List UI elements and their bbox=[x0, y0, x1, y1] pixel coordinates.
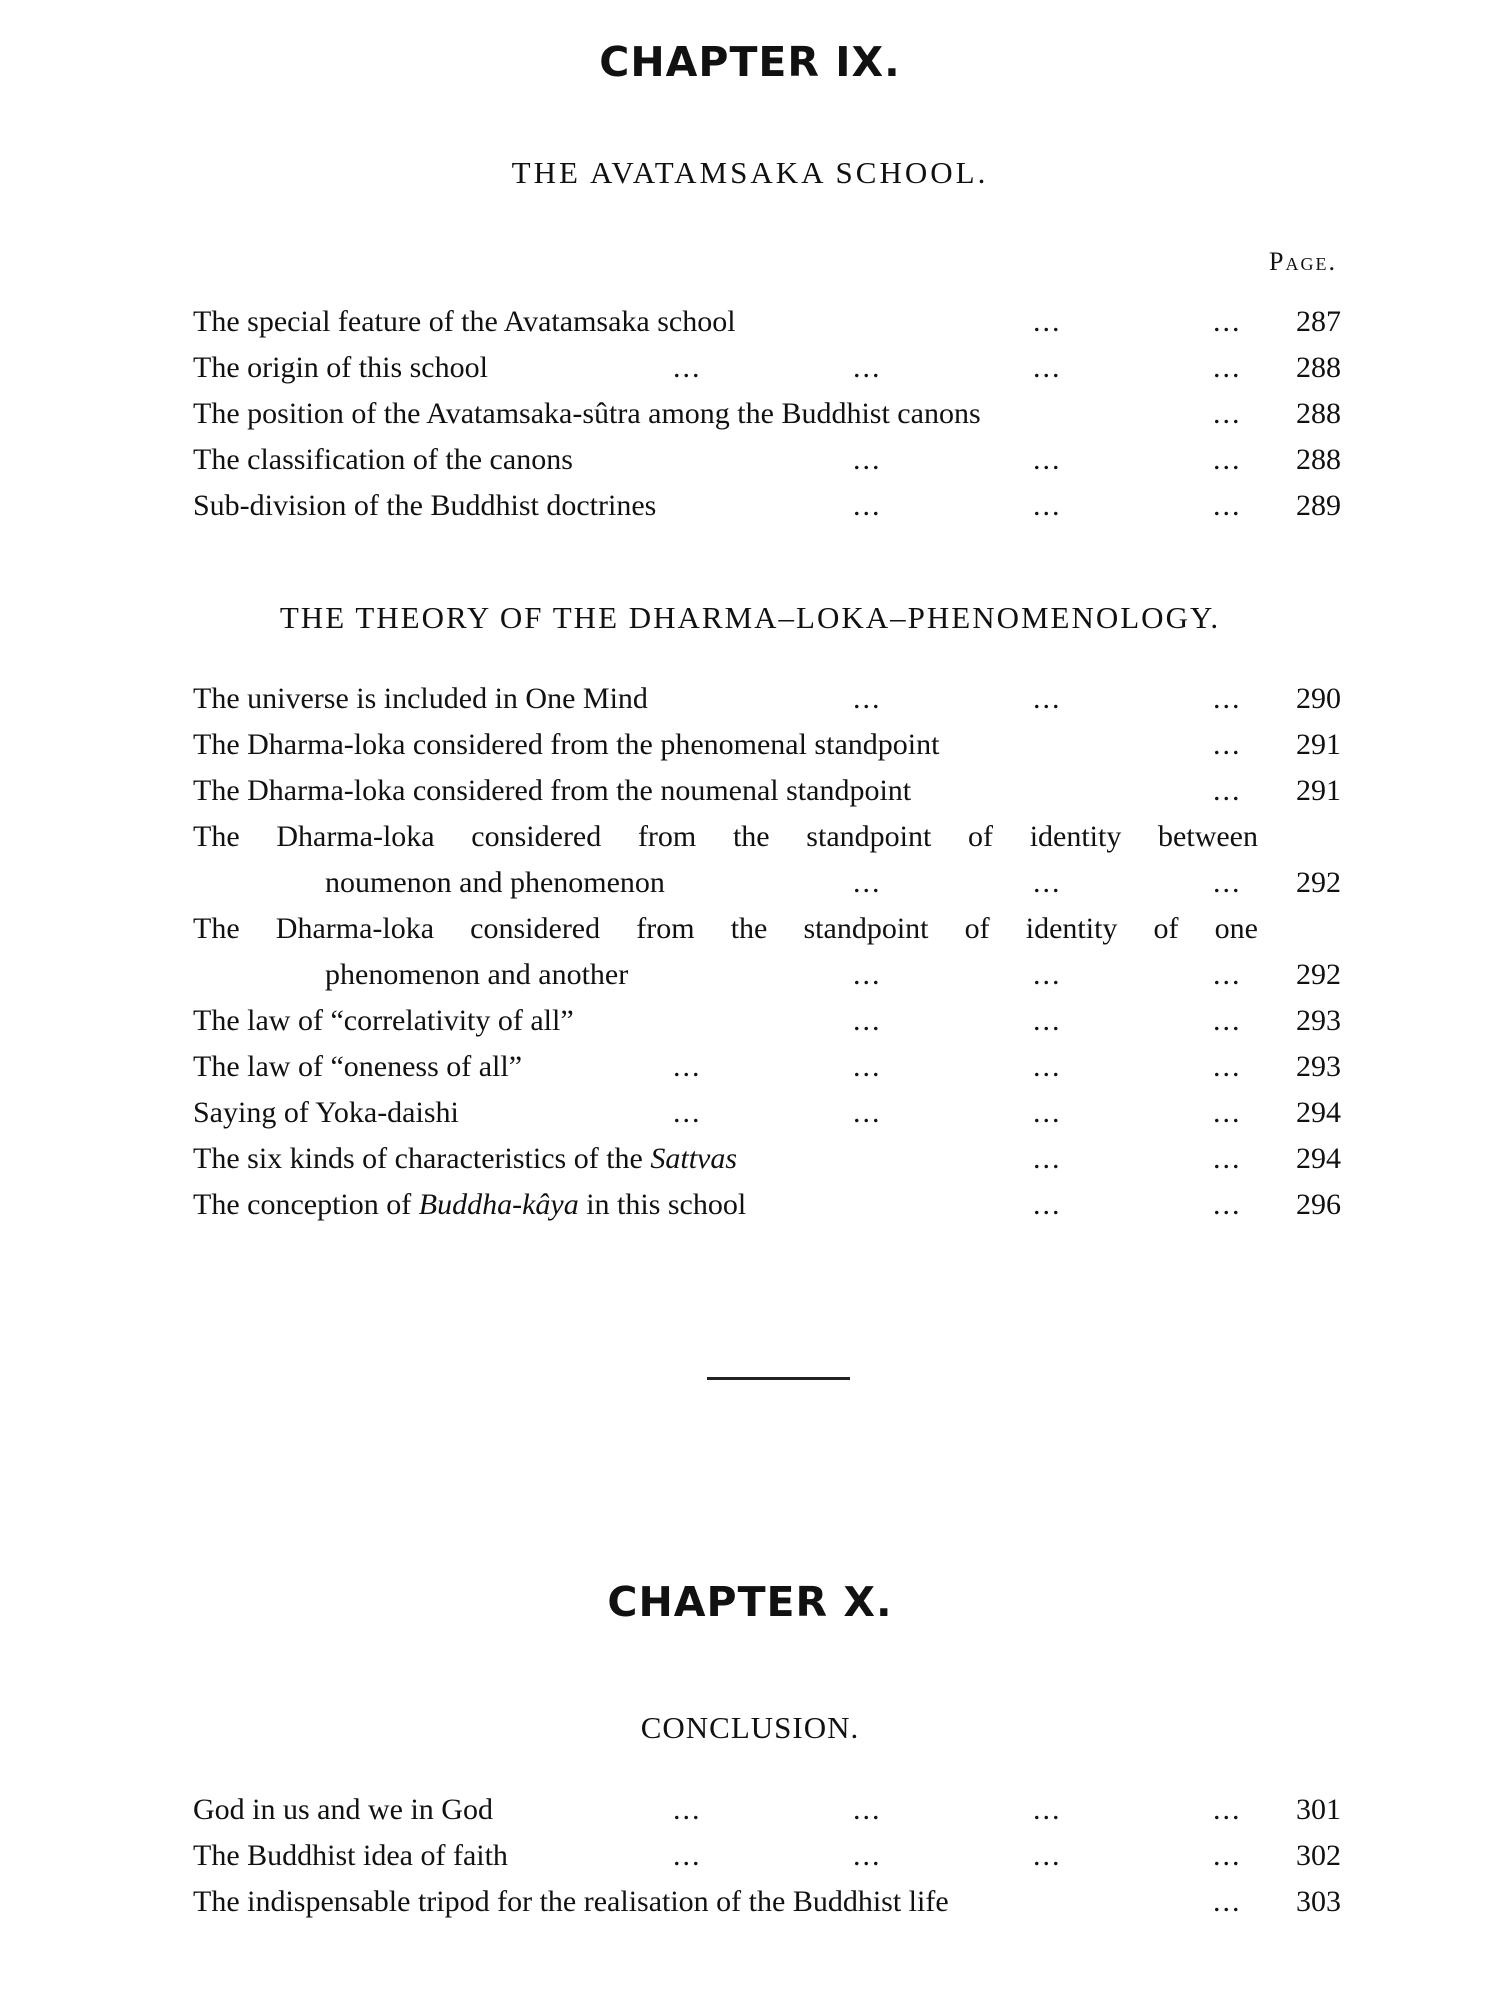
leader-dots: ... bbox=[853, 958, 882, 991]
entry-title: The law of “correlativity of all” bbox=[193, 1004, 574, 1037]
leader-dots: ... bbox=[1213, 489, 1242, 522]
leader-dots: ... bbox=[1033, 1839, 1062, 1872]
leader-dots: ... bbox=[1033, 1050, 1062, 1083]
entry-title: The Dharma-loka considered from the standpoint of identity of one bbox=[193, 912, 1258, 945]
entry-title: The Dharma-loka considered from the phenomenal standpoint bbox=[193, 728, 940, 761]
leader-dots: ... bbox=[673, 1050, 702, 1083]
leader-dots: ... bbox=[1213, 351, 1242, 384]
entry-page: 292 bbox=[1296, 958, 1341, 991]
leader-dots: ... bbox=[1213, 728, 1242, 761]
leader-dots: ... bbox=[673, 1096, 702, 1129]
toc-entry-continuation[interactable] bbox=[193, 952, 1341, 998]
leader-dots: ... bbox=[853, 682, 882, 715]
toc-entry[interactable] bbox=[193, 1182, 1341, 1228]
entry-title: God in us and we in God bbox=[193, 1793, 493, 1826]
entry-page: 291 bbox=[1296, 774, 1341, 807]
toc-entry[interactable] bbox=[193, 1879, 1341, 1925]
entry-page: 296 bbox=[1296, 1188, 1341, 1221]
page-column-label: Page. bbox=[1269, 247, 1337, 276]
leader-dots: ... bbox=[1033, 1004, 1062, 1037]
entry-title: The Dharma-loka considered from the noumenal standpoint bbox=[193, 774, 912, 807]
entry-title-text: The six kinds of characteristics of the bbox=[193, 1142, 651, 1175]
leader-dots: ... bbox=[853, 489, 882, 522]
leader-dots: ... bbox=[1213, 443, 1242, 476]
leader-dots: ... bbox=[1213, 305, 1242, 338]
leader-dots: ... bbox=[1213, 774, 1242, 807]
entry-page: 301 bbox=[1296, 1793, 1341, 1826]
leader-dots: ... bbox=[853, 1050, 882, 1083]
entry-title: The origin of this school bbox=[193, 351, 488, 384]
toc-entry[interactable] bbox=[193, 1833, 1341, 1879]
entry-page: 292 bbox=[1296, 866, 1341, 899]
entry-page: 287 bbox=[1296, 305, 1341, 338]
toc-entry[interactable] bbox=[193, 906, 1341, 952]
entry-title bbox=[193, 1136, 737, 1182]
leader-dots: ... bbox=[1033, 305, 1062, 338]
leader-dots: ... bbox=[1033, 1188, 1062, 1221]
leader-dots: ... bbox=[1213, 958, 1242, 991]
leader-dots: ... bbox=[1033, 1793, 1062, 1826]
entry-title: The position of the Avatamsaka-sûtra among the Buddhist canons bbox=[193, 397, 981, 430]
section-avatamsaka-heading: THE AVATAMSAKA SCHOOL. bbox=[511, 155, 989, 190]
toc-entry[interactable] bbox=[193, 722, 1341, 768]
entry-page: 302 bbox=[1296, 1839, 1341, 1872]
leader-dots: ... bbox=[1213, 397, 1242, 430]
entry-title-text: in this school bbox=[578, 1188, 747, 1221]
leader-dots: ... bbox=[1213, 1793, 1242, 1826]
leader-dots: ... bbox=[1033, 489, 1062, 522]
leader-dots: ... bbox=[1033, 958, 1062, 991]
toc-entry[interactable] bbox=[193, 1044, 1341, 1090]
entry-title bbox=[193, 1182, 746, 1228]
entry-page: 293 bbox=[1296, 1050, 1341, 1083]
entry-title: The special feature of the Avatamsaka school bbox=[193, 305, 736, 338]
entry-title: The classification of the canons bbox=[193, 443, 573, 476]
toc-entry[interactable] bbox=[193, 1090, 1341, 1136]
entry-title-italic: Buddha-kâya bbox=[418, 1188, 579, 1221]
entry-page: 289 bbox=[1296, 489, 1341, 522]
chapter-ix-heading: CHAPTER IX. bbox=[599, 38, 901, 86]
leader-dots: ... bbox=[1033, 682, 1062, 715]
toc-entry[interactable] bbox=[193, 998, 1341, 1044]
entry-title-text: The conception of bbox=[193, 1188, 419, 1221]
leader-dots: ... bbox=[1033, 1096, 1062, 1129]
toc-entry[interactable] bbox=[193, 483, 1341, 529]
toc-entry[interactable] bbox=[193, 345, 1341, 391]
leader-dots: ... bbox=[1213, 1096, 1242, 1129]
entry-title: The Dharma-loka considered from the standpoint of identity between bbox=[193, 820, 1258, 853]
entry-page: 288 bbox=[1296, 443, 1341, 476]
leader-dots: ... bbox=[853, 351, 882, 384]
chapter-divider-rule bbox=[707, 1377, 850, 1380]
entry-title: The law of “oneness of all” bbox=[193, 1050, 523, 1083]
entry-title-continuation: noumenon and phenomenon bbox=[325, 866, 665, 899]
leader-dots: ... bbox=[673, 1793, 702, 1826]
entry-title: The Buddhist idea of faith bbox=[193, 1839, 508, 1872]
section-conclusion-heading: CONCLUSION. bbox=[640, 1710, 860, 1745]
entry-title-italic: Sattvas bbox=[650, 1142, 738, 1175]
entry-title-continuation: phenomenon and another bbox=[325, 958, 629, 991]
entry-page: 290 bbox=[1296, 682, 1341, 715]
entry-page: 288 bbox=[1296, 351, 1341, 384]
leader-dots: ... bbox=[1213, 1004, 1242, 1037]
leader-dots: ... bbox=[853, 1793, 882, 1826]
leader-dots: ... bbox=[673, 351, 702, 384]
leader-dots: ... bbox=[673, 1839, 702, 1872]
toc-entry[interactable] bbox=[193, 1136, 1341, 1182]
leader-dots: ... bbox=[1213, 1050, 1242, 1083]
entry-page: 303 bbox=[1296, 1885, 1341, 1918]
entry-title: Sub-division of the Buddhist doctrines bbox=[193, 489, 657, 522]
leader-dots: ... bbox=[1033, 1142, 1062, 1175]
entry-page: 291 bbox=[1296, 728, 1341, 761]
toc-entry[interactable] bbox=[193, 299, 1341, 345]
entry-page: 294 bbox=[1296, 1142, 1341, 1175]
leader-dots: ... bbox=[853, 1839, 882, 1872]
entry-title: Saying of Yoka-daishi bbox=[193, 1096, 459, 1129]
leader-dots: ... bbox=[1213, 1188, 1242, 1221]
leader-dots: ... bbox=[1033, 351, 1062, 384]
leader-dots: ... bbox=[853, 1004, 882, 1037]
leader-dots: ... bbox=[853, 866, 882, 899]
toc-entry[interactable] bbox=[193, 391, 1341, 437]
leader-dots: ... bbox=[1213, 682, 1242, 715]
toc-entry[interactable] bbox=[193, 768, 1341, 814]
leader-dots: ... bbox=[853, 1096, 882, 1129]
entry-title: The indispensable tripod for the realisation of the Buddhist life bbox=[193, 1885, 949, 1918]
toc-entry[interactable] bbox=[193, 676, 1341, 722]
leader-dots: ... bbox=[1213, 866, 1242, 899]
leader-dots: ... bbox=[1213, 1885, 1242, 1918]
section-dharma-loka-heading: THE THEORY OF THE DHARMA–LOKA–PHENOMENOLOGY. bbox=[279, 600, 1221, 635]
entry-title: The universe is included in One Mind bbox=[193, 682, 648, 715]
chapter-x-heading: CHAPTER X. bbox=[607, 1578, 893, 1626]
entry-page: 294 bbox=[1296, 1096, 1341, 1129]
entry-page: 288 bbox=[1296, 397, 1341, 430]
toc-entry[interactable] bbox=[193, 814, 1341, 860]
leader-dots: ... bbox=[853, 443, 882, 476]
leader-dots: ... bbox=[1213, 1839, 1242, 1872]
leader-dots: ... bbox=[1033, 866, 1062, 899]
toc-entry[interactable] bbox=[193, 437, 1341, 483]
entry-page: 293 bbox=[1296, 1004, 1341, 1037]
toc-entry-continuation[interactable] bbox=[193, 860, 1341, 906]
toc-entry[interactable] bbox=[193, 1787, 1341, 1833]
leader-dots: ... bbox=[1033, 443, 1062, 476]
leader-dots: ... bbox=[1213, 1142, 1242, 1175]
